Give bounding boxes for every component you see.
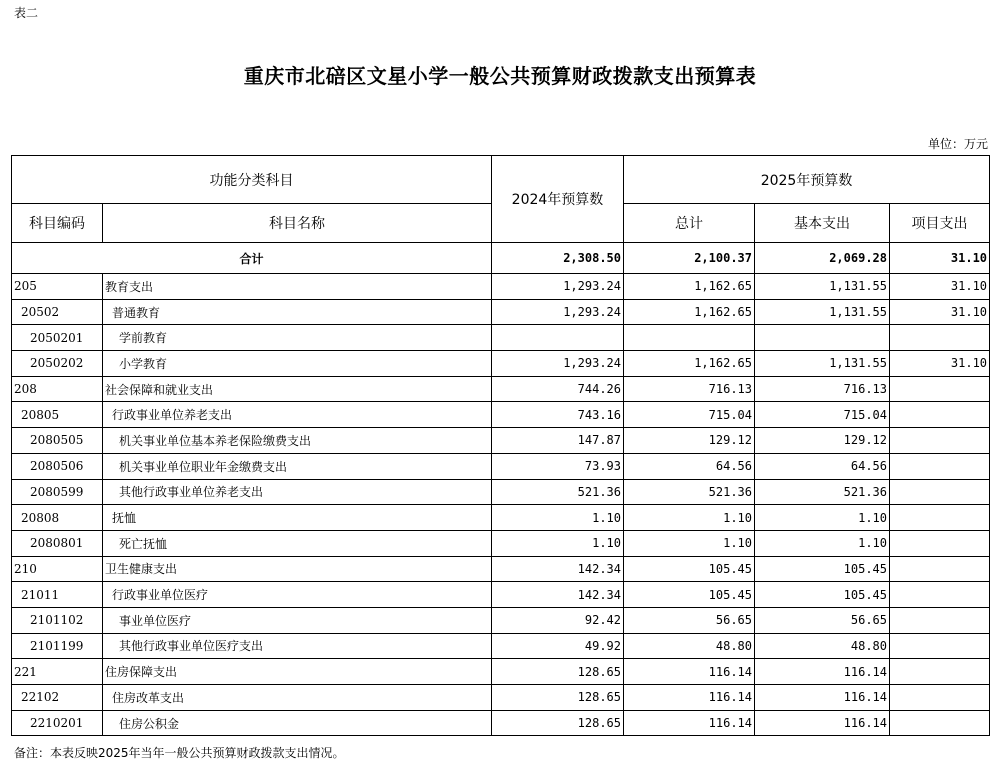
row-name: 机关事业单位职业年金缴费支出 [103,453,492,479]
row-basic: 116.14 [755,710,890,736]
row-name: 抚恤 [103,505,492,531]
row-name: 死亡抚恤 [103,530,492,556]
unit-label: 单位：万元 [927,137,988,151]
row-project: 31.10 [890,299,990,325]
row-code: 2101199 [12,633,103,659]
total-project: 31.10 [890,243,990,274]
row-project [890,376,990,402]
table-row [12,505,990,531]
row-basic: 116.14 [755,685,890,711]
row-total: 105.45 [624,556,755,582]
row-basic [755,325,890,351]
table-row [12,659,990,685]
row-total: 48.80 [624,633,755,659]
row-name: 学前教育 [103,325,492,351]
row-code: 21011 [12,582,103,608]
row-name: 小学教育 [103,351,492,377]
row-project [890,685,990,711]
row-name: 事业单位医疗 [103,607,492,633]
row-name: 普通教育 [103,299,492,325]
row-total: 1,162.65 [624,299,755,325]
row-basic: 715.04 [755,402,890,428]
row-total: 715.04 [624,402,755,428]
row-project [890,453,990,479]
row-b2024 [492,325,624,351]
row-basic: 105.45 [755,582,890,608]
row-code: 22102 [12,685,103,711]
row-code: 205 [12,274,103,300]
table-row [12,325,990,351]
row-b2024: 1.10 [492,505,624,531]
row-b2024: 128.65 [492,659,624,685]
header-func-class: 功能分类科目 [12,156,492,204]
row-basic: 1.10 [755,505,890,531]
row-code: 2050202 [12,351,103,377]
footnote: 备注：本表反映2025年当年一般公共预算财政拨款支出情况。 [14,746,345,760]
row-basic: 1,131.55 [755,351,890,377]
row-code: 2050201 [12,325,103,351]
row-name: 机关事业单位基本养老保险缴费支出 [103,428,492,454]
row-name: 行政事业单位养老支出 [103,402,492,428]
row-total: 56.65 [624,607,755,633]
header-code: 科目编码 [12,204,103,243]
table-row [12,607,990,633]
row-name: 社会保障和就业支出 [103,376,492,402]
row-b2024: 142.34 [492,556,624,582]
table-row [12,530,990,556]
row-code: 2101102 [12,607,103,633]
row-code: 2080506 [12,453,103,479]
row-total: 105.45 [624,582,755,608]
row-code: 20805 [12,402,103,428]
row-name: 住房改革支出 [103,685,492,711]
row-b2024: 142.34 [492,582,624,608]
row-project [890,530,990,556]
row-basic: 105.45 [755,556,890,582]
budget-table [11,155,990,736]
row-name: 教育支出 [103,274,492,300]
row-name: 住房公积金 [103,710,492,736]
total-total: 2,100.37 [624,243,755,274]
total-row [12,243,990,274]
row-b2024: 147.87 [492,428,624,454]
row-b2024: 92.42 [492,607,624,633]
row-project [890,479,990,505]
table-row [12,274,990,300]
row-project [890,582,990,608]
row-code: 2080505 [12,428,103,454]
table-row [12,299,990,325]
row-basic: 116.14 [755,659,890,685]
row-basic: 129.12 [755,428,890,454]
total-basic: 2,069.28 [755,243,890,274]
row-b2024: 521.36 [492,479,624,505]
row-b2024: 73.93 [492,453,624,479]
row-b2024: 1,293.24 [492,299,624,325]
row-basic: 1,131.55 [755,274,890,300]
row-total: 1.10 [624,530,755,556]
row-b2024: 128.65 [492,710,624,736]
page-title: 重庆市北碚区文星小学一般公共预算财政拨款支出预算表 [243,64,757,88]
row-project [890,556,990,582]
row-total: 129.12 [624,428,755,454]
row-basic: 56.65 [755,607,890,633]
table-label: 表二 [14,6,39,20]
table-row [12,402,990,428]
header-name: 科目名称 [103,204,492,243]
row-total: 1,162.65 [624,351,755,377]
row-code: 20502 [12,299,103,325]
header-basic: 基本支出 [755,204,890,243]
row-project [890,633,990,659]
row-basic: 521.36 [755,479,890,505]
row-code: 2080801 [12,530,103,556]
row-name: 其他行政事业单位养老支出 [103,479,492,505]
row-code: 208 [12,376,103,402]
table-row [12,685,990,711]
row-project [890,505,990,531]
row-code: 2080599 [12,479,103,505]
row-basic: 716.13 [755,376,890,402]
table-row [12,479,990,505]
table-row [12,351,990,377]
row-name: 其他行政事业单位医疗支出 [103,633,492,659]
table-row [12,556,990,582]
header-budget-2025: 2025年预算数 [624,156,990,204]
row-total: 521.36 [624,479,755,505]
row-name: 住房保障支出 [103,659,492,685]
row-code: 221 [12,659,103,685]
row-total: 1.10 [624,505,755,531]
table-row [12,710,990,736]
row-total: 116.14 [624,659,755,685]
header-total: 总计 [624,204,755,243]
row-project [890,607,990,633]
row-total: 716.13 [624,376,755,402]
total-label: 合计 [12,243,492,274]
row-project: 31.10 [890,351,990,377]
row-code: 20808 [12,505,103,531]
row-name: 行政事业单位医疗 [103,582,492,608]
row-project [890,402,990,428]
row-basic: 48.80 [755,633,890,659]
row-basic: 1,131.55 [755,299,890,325]
row-total: 64.56 [624,453,755,479]
row-b2024: 744.26 [492,376,624,402]
row-name: 卫生健康支出 [103,556,492,582]
row-b2024: 743.16 [492,402,624,428]
row-code: 210 [12,556,103,582]
row-b2024: 1,293.24 [492,351,624,377]
row-basic: 64.56 [755,453,890,479]
row-basic: 1.10 [755,530,890,556]
row-code: 2210201 [12,710,103,736]
table-row [12,633,990,659]
row-project [890,710,990,736]
row-b2024: 49.92 [492,633,624,659]
table-row [12,428,990,454]
row-project [890,325,990,351]
row-total [624,325,755,351]
row-b2024: 128.65 [492,685,624,711]
total-b2024: 2,308.50 [492,243,624,274]
table-row [12,376,990,402]
table-row [12,453,990,479]
table-row [12,582,990,608]
row-total: 1,162.65 [624,274,755,300]
header-project: 项目支出 [890,204,990,243]
row-b2024: 1,293.24 [492,274,624,300]
row-project: 31.10 [890,274,990,300]
row-project [890,659,990,685]
row-total: 116.14 [624,710,755,736]
row-b2024: 1.10 [492,530,624,556]
row-total: 116.14 [624,685,755,711]
row-project [890,428,990,454]
header-budget-2024: 2024年预算数 [492,156,624,243]
